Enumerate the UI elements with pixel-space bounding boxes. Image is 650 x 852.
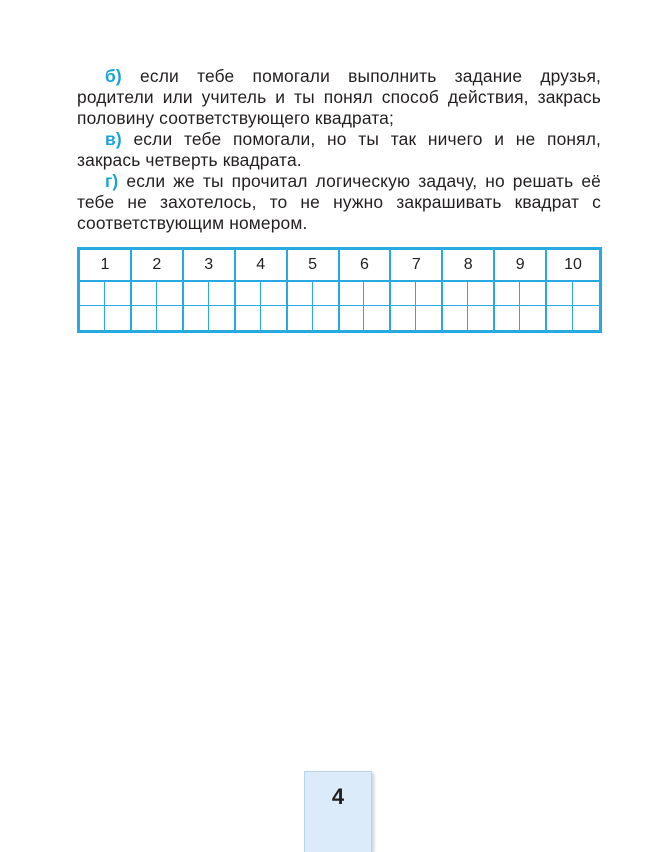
- task-number-10: 10: [547, 250, 599, 282]
- square-quarter[interactable]: [573, 282, 599, 306]
- task-number-9: 9: [495, 250, 547, 282]
- square-quarter[interactable]: [468, 306, 493, 330]
- instruction-text: если тебе помогали выполнить задание друзья, родители или учитель и ты понял способ действия, закрась половину соответствующего квадрата;: [77, 66, 602, 128]
- instruction-marker: б): [105, 66, 122, 86]
- square-quarter[interactable]: [236, 282, 261, 306]
- task-number-7: 7: [391, 250, 443, 282]
- square-quarter[interactable]: [547, 306, 573, 330]
- square-quarter[interactable]: [132, 282, 157, 306]
- square-quarter[interactable]: [416, 306, 441, 330]
- square-quarter[interactable]: [157, 306, 182, 330]
- assessment-square-7[interactable]: [391, 282, 443, 330]
- assessment-square-4[interactable]: [236, 282, 288, 330]
- instruction-b: [77, 66, 601, 129]
- instruction-marker: в): [105, 129, 122, 149]
- square-quarter[interactable]: [184, 306, 209, 330]
- square-quarter[interactable]: [209, 282, 234, 306]
- square-quarter[interactable]: [520, 306, 545, 330]
- task-number-2: 2: [132, 250, 184, 282]
- square-quarter[interactable]: [573, 306, 599, 330]
- assessment-square-2[interactable]: [132, 282, 184, 330]
- assessment-square-10[interactable]: [547, 282, 599, 330]
- assessment-square-1[interactable]: [80, 282, 132, 330]
- assessment-square-6[interactable]: [340, 282, 392, 330]
- square-quarter[interactable]: [236, 306, 261, 330]
- square-quarter[interactable]: [340, 282, 365, 306]
- instructions-text: [77, 66, 601, 234]
- square-quarter[interactable]: [391, 306, 416, 330]
- square-quarter[interactable]: [468, 282, 493, 306]
- square-quarter[interactable]: [261, 306, 286, 330]
- task-number-5: 5: [288, 250, 340, 282]
- instruction-text: если тебе помогали, но ты так ничего и не понял, закрась четверть квадрата.: [77, 129, 601, 170]
- square-quarter[interactable]: [443, 282, 468, 306]
- square-quarter[interactable]: [495, 306, 520, 330]
- square-quarter[interactable]: [391, 282, 416, 306]
- square-quarter[interactable]: [313, 282, 338, 306]
- task-number-6: 6: [340, 250, 392, 282]
- assessment-square-8[interactable]: [443, 282, 495, 330]
- square-quarter[interactable]: [261, 282, 286, 306]
- square-quarter[interactable]: [547, 282, 573, 306]
- self-assessment-table: [77, 247, 602, 333]
- square-quarter[interactable]: [443, 306, 468, 330]
- square-quarter[interactable]: [157, 282, 182, 306]
- square-quarter[interactable]: [105, 306, 130, 330]
- page-number-tab: [304, 771, 372, 852]
- instruction-marker: г): [105, 171, 119, 191]
- square-quarter[interactable]: [340, 306, 365, 330]
- instruction-text: если же ты прочитал логическую задачу, но решать её тебе не захотелось, то не нужно закрашивать квадрат с соответствующим номером.: [77, 171, 601, 233]
- square-quarter[interactable]: [364, 306, 389, 330]
- square-quarter[interactable]: [520, 282, 545, 306]
- task-number-8: 8: [443, 250, 495, 282]
- task-number-4: 4: [236, 250, 288, 282]
- assessment-square-5[interactable]: [288, 282, 340, 330]
- square-quarter[interactable]: [132, 306, 157, 330]
- square-quarter[interactable]: [313, 306, 338, 330]
- assessment-square-3[interactable]: [184, 282, 236, 330]
- assessment-square-9[interactable]: [495, 282, 547, 330]
- square-quarter[interactable]: [495, 282, 520, 306]
- instruction-g: [77, 171, 601, 234]
- square-quarter[interactable]: [416, 282, 441, 306]
- square-quarter[interactable]: [105, 282, 130, 306]
- square-quarter[interactable]: [80, 306, 105, 330]
- square-quarter[interactable]: [209, 306, 234, 330]
- page-number: 4: [331, 784, 345, 809]
- task-number-3: 3: [184, 250, 236, 282]
- square-quarter[interactable]: [288, 306, 313, 330]
- square-quarter[interactable]: [80, 282, 105, 306]
- square-quarter[interactable]: [288, 282, 313, 306]
- task-number-1: 1: [80, 250, 132, 282]
- square-quarter[interactable]: [184, 282, 209, 306]
- square-quarter[interactable]: [364, 282, 389, 306]
- instruction-v: [77, 129, 601, 171]
